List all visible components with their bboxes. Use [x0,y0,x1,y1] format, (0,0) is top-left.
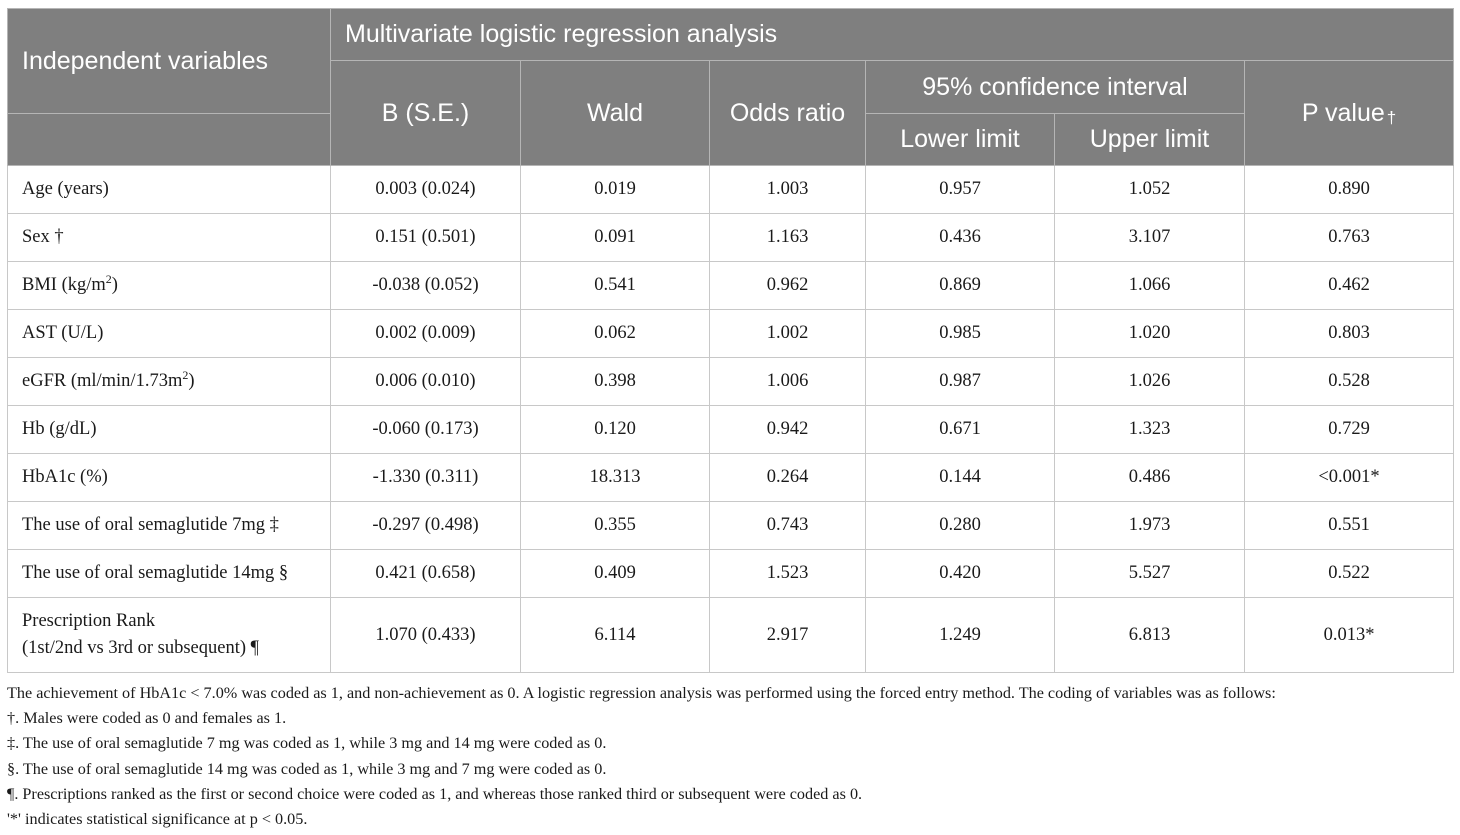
variable-name-tail: ) [111,275,118,295]
b-se-cell: 0.006 (0.010) [331,358,521,406]
wald-cell: 18.313 [521,454,710,502]
table-header [8,9,1454,166]
regression-table-container [7,8,1453,673]
lower-limit-cell: 0.957 [866,166,1055,214]
upper-limit-cell: 1.020 [1055,310,1245,358]
odds-ratio-cell: 2.917 [710,598,866,673]
upper-limit-cell: 6.813 [1055,598,1245,673]
b-se-cell: 0.421 (0.658) [331,550,521,598]
lower-limit-cell: 0.869 [866,262,1055,310]
b-se-cell: -0.060 (0.173) [331,406,521,454]
b-se-cell: 0.002 (0.009) [331,310,521,358]
variable-cell [8,454,331,502]
lower-limit-cell: 0.436 [866,214,1055,262]
upper-limit-cell: 3.107 [1055,214,1245,262]
variable-name: AST (U/L) [22,323,104,343]
p-value-cell: 0.763 [1245,214,1454,262]
b-se-cell: -0.038 (0.052) [331,262,521,310]
wald-cell: 0.409 [521,550,710,598]
variable-name: HbA1c (%) [22,467,108,487]
table-row [8,598,1454,673]
wald-cell: 0.541 [521,262,710,310]
header-p-value [1245,61,1454,166]
header-upper-limit: Upper limit [1055,114,1245,166]
p-value-cell: <0.001* [1245,454,1454,502]
table-row [8,358,1454,406]
p-value-cell: 0.803 [1245,310,1454,358]
b-se-cell: -1.330 (0.311) [331,454,521,502]
variable-cell [8,262,331,310]
variable-name: Age (years) [22,179,109,199]
odds-ratio-cell: 1.002 [710,310,866,358]
b-se-cell: 0.003 (0.024) [331,166,521,214]
variable-cell [8,166,331,214]
header-independent-variables: Independent variables [8,9,331,114]
wald-cell: 0.355 [521,502,710,550]
upper-limit-cell: 5.527 [1055,550,1245,598]
wald-cell: 0.398 [521,358,710,406]
footnote-pilcrow: ¶. Prescriptions ranked as the first or second choice were coded as 1, and whereas those ranked third or subsequent were coded as 0. [7,784,863,803]
lower-limit-cell: 1.249 [866,598,1055,673]
footnote-significance: '*' indicates statistical significance at p < 0.05. [7,810,308,829]
odds-ratio-cell: 0.962 [710,262,866,310]
table-row [8,502,1454,550]
variable-name: Sex † [22,227,64,247]
table-row [8,310,1454,358]
b-se-cell: -0.297 (0.498) [331,502,521,550]
odds-ratio-cell: 1.006 [710,358,866,406]
variable-name: eGFR (ml/min/1.73m [22,371,183,391]
variable-name: Hb (g/dL) [22,419,97,439]
variable-cell [8,358,331,406]
footnote-dagger: †. Males were coded as 0 and females as 1. [7,709,287,728]
wald-cell: 6.114 [521,598,710,673]
header-odds-ratio: Odds ratio [710,61,866,166]
header-confidence-interval: 95% confidence interval [866,61,1245,114]
header-p-value-label: P value [1301,98,1385,127]
upper-limit-cell: 1.973 [1055,502,1245,550]
variable-cell [8,502,331,550]
upper-limit-cell: 0.486 [1055,454,1245,502]
header-p-value-mark: † [1386,107,1397,127]
table-row [8,166,1454,214]
variable-cell [8,598,331,673]
p-value-cell: 0.013* [1245,598,1454,673]
upper-limit-cell: 1.066 [1055,262,1245,310]
p-value-cell: 0.522 [1245,550,1454,598]
variable-name: The use of oral semaglutide 14mg § [22,563,289,583]
variable-name: The use of oral semaglutide 7mg ‡ [22,515,279,535]
table-row [8,406,1454,454]
variable-cell [8,406,331,454]
p-value-cell: 0.462 [1245,262,1454,310]
header-analysis-title: Multivariate logistic regression analysis [331,9,1454,61]
table-footnotes [7,681,1457,832]
odds-ratio-cell: 1.163 [710,214,866,262]
odds-ratio-cell: 0.942 [710,406,866,454]
variable-name-line2: (1st/2nd vs 3rd or subsequent) ¶ [22,638,260,658]
odds-ratio-cell: 0.264 [710,454,866,502]
variable-cell [8,214,331,262]
table-row [8,550,1454,598]
variable-name: Prescription Rank [22,611,156,631]
header-lower-limit: Lower limit [866,114,1055,166]
variable-superscript: 2 [182,368,189,382]
footnote-double-dagger: ‡. The use of oral semaglutide 7 mg was coded as 1, while 3 mg and 14 mg were coded as 0. [7,734,607,753]
b-se-cell: 1.070 (0.433) [331,598,521,673]
upper-limit-cell: 1.026 [1055,358,1245,406]
lower-limit-cell: 0.671 [866,406,1055,454]
header-wald: Wald [521,61,710,166]
p-value-cell: 0.528 [1245,358,1454,406]
p-value-cell: 0.890 [1245,166,1454,214]
lower-limit-cell: 0.987 [866,358,1055,406]
lower-limit-cell: 0.985 [866,310,1055,358]
table-row [8,454,1454,502]
header-blank-cell [8,114,331,166]
wald-cell: 0.019 [521,166,710,214]
table-body [8,166,1454,673]
odds-ratio-cell: 1.003 [710,166,866,214]
variable-name: BMI (kg/m [22,275,106,295]
variable-cell [8,550,331,598]
lower-limit-cell: 0.420 [866,550,1055,598]
lower-limit-cell: 0.280 [866,502,1055,550]
footnote-section: §. The use of oral semaglutide 14 mg was coded as 1, while 3 mg and 7 mg were coded as 0. [7,759,607,778]
lower-limit-cell: 0.144 [866,454,1055,502]
b-se-cell: 0.151 (0.501) [331,214,521,262]
upper-limit-cell: 1.323 [1055,406,1245,454]
upper-limit-cell: 1.052 [1055,166,1245,214]
odds-ratio-cell: 1.523 [710,550,866,598]
header-b-se: B (S.E.) [331,61,521,166]
wald-cell: 0.091 [521,214,710,262]
variable-superscript: 2 [105,272,112,286]
variable-name-tail: ) [188,371,195,391]
table-row [8,262,1454,310]
table-row [8,214,1454,262]
wald-cell: 0.120 [521,406,710,454]
p-value-cell: 0.551 [1245,502,1454,550]
wald-cell: 0.062 [521,310,710,358]
odds-ratio-cell: 0.743 [710,502,866,550]
footnote-coding: The achievement of HbA1c < 7.0% was coded as 1, and non-achievement as 0. A logistic regression analysis was performed using the forced entry method. The coding of variables was as follows: [7,684,1276,702]
variable-cell [8,310,331,358]
regression-table [7,8,1454,673]
p-value-cell: 0.729 [1245,406,1454,454]
